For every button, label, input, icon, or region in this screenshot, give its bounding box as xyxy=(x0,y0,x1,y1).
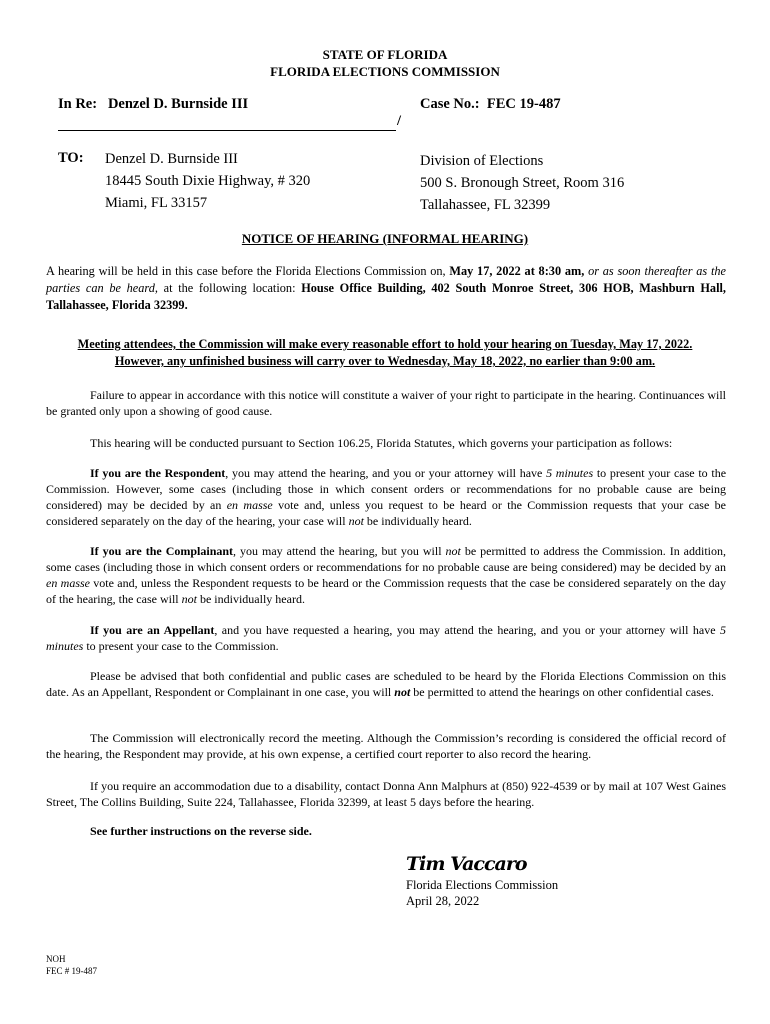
appellant-paragraph xyxy=(46,622,726,654)
respondent-paragraph xyxy=(46,465,726,529)
respondent-text-1: , you may attend the hearing, and you or your attorney will have xyxy=(225,466,547,480)
hearing-text-2: at the following location: xyxy=(157,281,302,295)
statute-paragraph: This hearing will be conducted pursuant to Section 106.25, Florida Statutes, which governs your participation as follows: xyxy=(90,436,673,450)
case-no-label: Case No.: xyxy=(420,96,480,112)
footer-case: FEC # 19-487 xyxy=(46,966,98,976)
confidential-text-1: Please be advised that both confidential and public cases are scheduled to be heard by the Florida Elections Commission on this date. As an Appellant, Respondent or Complainant in one case, you will xyxy=(46,669,726,699)
recipient-city: Miami, FL 33157 xyxy=(105,195,208,211)
header-commission: FLORIDA ELECTIONS COMMISSION xyxy=(270,64,500,79)
complainant-not: not xyxy=(445,544,461,558)
caption-rule xyxy=(58,130,396,131)
sender-name: Division of Elections xyxy=(420,153,544,169)
signature-block xyxy=(406,877,558,909)
further-instructions: See further instructions on the reverse side. xyxy=(90,824,312,838)
appellant-minutes: 5 minutes xyxy=(46,623,727,653)
appellant-text-2: to present your case to the Commission. xyxy=(83,639,279,653)
sender-address xyxy=(420,150,624,216)
complainant-en-masse: en masse xyxy=(46,576,90,590)
sender-city: Tallahassee, FL 32399 xyxy=(420,197,551,213)
confidential-paragraph xyxy=(46,668,726,700)
signature-org: Florida Elections Commission xyxy=(406,878,559,892)
meeting-notice xyxy=(40,336,730,370)
failure-paragraph: Failure to appear in accordance with this notice will constitute a waiver of your right to participate in the hearing. Continuances will be granted only upon a showing of good cause. xyxy=(46,388,726,418)
respondent-en-masse: en masse xyxy=(226,498,273,512)
respondent-text-3: vote and, unless you request to be heard or the Commission requests that your case be considered separately on the day of the hearing, your case will xyxy=(46,498,726,528)
respondent-text-2: to present your case to the Commission. However, some cases (including those in which consent orders or recommendations for no probable cause are being considered) may be decided by an xyxy=(46,466,727,512)
hearing-paragraph xyxy=(46,263,726,314)
signature-date: April 28, 2022 xyxy=(406,894,480,908)
recording-paragraph: The Commission will electronically record the meeting. Although the Commission’s recording is considered the official record of the hearing, the Respondent may provide, at his own expense, a certified court reporter to also record the hearing. xyxy=(46,731,726,761)
footer xyxy=(46,953,97,977)
recipient-address xyxy=(105,148,310,214)
hearing-soon: or as soon thereafter as the parties can be heard, xyxy=(46,264,726,295)
case-number-line xyxy=(420,96,561,113)
hearing-date: May 17, 2022 at 8:30 am, xyxy=(449,264,585,278)
in-re-line xyxy=(58,96,248,113)
hearing-text-1: A hearing will be held in this case before the Florida Elections Commission on, xyxy=(46,264,450,278)
appellant-lead: If you are an Appellant xyxy=(90,623,215,637)
complainant-lead: If you are the Complainant xyxy=(90,544,234,558)
complainant-text-1: , you may attend the hearing, but you will xyxy=(233,544,446,558)
meeting-notice-line1: Meeting attendees, the Commission will make every reasonable effort to hold your hearing on Tuesday, May 17, 2022. xyxy=(77,337,693,351)
in-re-label: In Re: xyxy=(58,96,98,112)
notice-title: NOTICE OF HEARING (INFORMAL HEARING) xyxy=(241,231,529,246)
complainant-text-4: be individually heard. xyxy=(196,592,305,606)
meeting-notice-line2: However, any unfinished business will carry over to Wednesday, May 18, 2022, no earlier than 9:00 am. xyxy=(114,354,656,368)
respondent-not: not xyxy=(348,514,364,528)
footer-noh: NOH xyxy=(46,954,66,964)
complainant-text-3: vote and, unless the Respondent requests to be heard or the Commission requests that the case be considered separately on the day of the hearing, the case will xyxy=(46,576,726,606)
case-no-value: FEC 19-487 xyxy=(486,96,561,112)
sender-street: 500 S. Bronough Street, Room 316 xyxy=(420,175,625,191)
recipient-street: 18445 South Dixie Highway, # 320 xyxy=(105,173,311,189)
in-re-name: Denzel D. Burnside III xyxy=(107,96,249,112)
complainant-text-2: be permitted to address the Commission. In addition, some cases (including those in which consent orders or recommendations for no probable cause are being considered) may be decided by an xyxy=(46,544,727,574)
respondent-lead: If you are the Respondent xyxy=(90,466,226,480)
appellant-text-1: , and you have requested a hearing, you may attend the hearing, and you or your attorney will have xyxy=(214,623,721,637)
confidential-not: not xyxy=(394,685,411,699)
confidential-text-2: be permitted to attend the hearings on other confidential cases. xyxy=(410,685,714,699)
hearing-location: House Office Building, 402 South Monroe Street, 306 HOB, Mashburn Hall, Tallahassee, Florida 32399. xyxy=(46,281,726,312)
signature-name: Tim Vaccaro xyxy=(406,853,527,875)
to-label: TO: xyxy=(58,150,84,166)
accommodation-paragraph: If you require an accommodation due to a disability, contact Donna Ann Malphurs at (850) 922-4539 or by mail at 107 West Gaines Street, The Collins Building, Suite 224, Tallahassee, Florida 32399, at least 5 days before the hearing. xyxy=(46,779,726,809)
respondent-minutes: 5 minutes xyxy=(546,466,594,480)
complainant-not-2: not xyxy=(181,592,197,606)
recipient-name: Denzel D. Burnside III xyxy=(105,151,238,167)
caption-slash: / xyxy=(397,113,402,129)
header-state: STATE OF FLORIDA xyxy=(322,47,448,62)
respondent-text-4: be individually heard. xyxy=(363,514,472,528)
complainant-paragraph xyxy=(46,543,726,607)
